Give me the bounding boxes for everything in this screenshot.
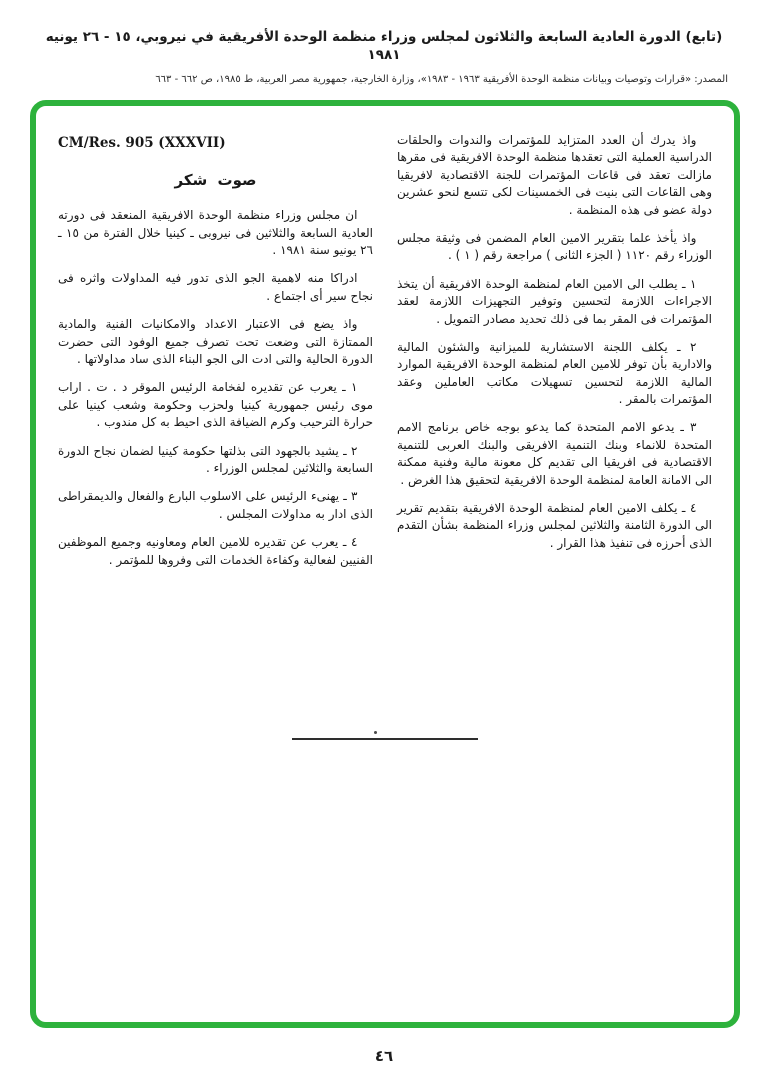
paragraph: ادراكا منه لاهمية الجو الذى تدور فيه المداولات واثره فى نجاح سير أى اجتماع . (58, 271, 373, 303)
paragraph: ٢ ـ يشيد بالجهود التى بذلتها حكومة كينيا لضمان نجاح الدورة السابعة والثلاثين لمجلس الوزراء . (58, 443, 373, 475)
paragraph: ١ ـ يطلب الى الامين العام لمنظمة الوحدة الافريقية أن يتخذ الاجراءات اللازمة لتحسين وتوفير التجهيزات اللازمة لعقد المؤتمرات فى المقر بما فى ذلك تحديد مصادر التمويل . (397, 276, 712, 326)
paragraph: ٤ ـ يعرب عن تقديره للامين العام ومعاونيه وجميع الموظفين الفنيين لفعالية وكفاءة الخدمات التى وفروها للمؤتمر . (58, 535, 373, 567)
paragraph: ٢ ـ يكلف اللجنة الاستشارية للميزانية والشئون المالية والادارية بأن توفر للامين العام لمنظمة الوحدة الافريقية الموارد المالية اللازمة لتحسين تسهيلات مكاتب العاملين وعقد المؤتمرات بالمقر . (397, 339, 712, 407)
header-source: المصدر: «قرارات وتوصيات وبيانات منظمة الوحدة الأفريقية ١٩٦٣ - ١٩٨٣»، وزارة الخارجية، جمهورية مصر العربية، ط ١٩٨٥، ص ٦٦٢ - ٦٦٣ (155, 74, 728, 86)
document-frame-inner (36, 106, 734, 1022)
resolution-column (58, 132, 373, 580)
document-frame (30, 100, 740, 1028)
document-columns (58, 132, 712, 580)
continuation-column (397, 132, 712, 580)
page-header (40, 28, 728, 86)
resolution-title: صوت شكر (174, 170, 257, 189)
page-number: ٤٦ (374, 1047, 394, 1065)
paragraph: ٣ ـ يهنىء الرئيس على الاسلوب البارع والفعال والديمقراطى الذى ادار به مداولات المجلس . (58, 489, 373, 521)
paragraph: واذ يأخذ علما بتقرير الامين العام المضمن فى وثيقة مجلس الوزراء رقم ١١٢٠ ( الجزء الثانى ) مراجعة رقم ( ١ ) . (397, 230, 712, 263)
paragraph: واذ يضع فى الاعتبار الاعداد والامكانيات الفنية والمادية الممتازة التى وضعت تحت تصرف جميع الوفود التى حضرت الدورة الحالية والتى ادت الى الجو البناء الذى ساد مداولاتها . (58, 317, 373, 367)
resolution-ref: CM/Res. 905 (XXXVII) (58, 135, 226, 151)
paragraph: ٣ ـ يدعو الامم المتحدة كما يدعو بوجه خاص برنامج الامم المتحدة للانماء وبنك التنمية الافريقى والبنك العربى للتنمية الاقتصادية فى افريقيا الى تقديم كل معونة مالية وفنية ممكنة الى الامانة العامة لمنظمة الوحدة الافريقية لتحقيق هذا الغرض . (397, 420, 712, 487)
paragraph: ٤ ـ يكلف الامين العام لمنظمة الوحدة الافريقية بتقديم تقرير الى الدورة الثامنة والثلاثين لمجلس وزراء المنظمة بشأن التقدم الذى أحرزه فى تنفيذ هذا القرار . (397, 501, 712, 550)
paragraph: ١ ـ يعرب عن تقديره لفخامة الرئيس الموقر د . ت . اراب موى رئيس جمهورية كينيا ولحزب وحكومة وشعب كينيا على حرارة الترحيب وكرم الضيافة الذى احيط به كل مندوب . (58, 380, 373, 430)
section-divider (292, 738, 478, 740)
paragraph: ان مجلس وزراء منظمة الوحدة الافريقية المنعقد فى دورته العادية السابعة والثلاثين فى نيروبى ـ كينيا خلال الفترة من ١٥ ـ ٢٦ يونيو سنة ١٩٨١ . (58, 208, 373, 258)
paragraph: واذ يدرك أن العدد المتزايد للمؤتمرات والندوات والحلقات الدراسية العملية التى تعقدها منظمة الوحدة الافريقية فى مقرها مازالت تعقد فى قاعات المؤتمرات للجنة الاقتصادية لافريقيا وهى القاعات التى بنيت فى الخمسينات لكى تتسع لنحو عشرين دولة عضو فى هذه المنظمة . (397, 133, 712, 217)
header-title: (تابع) الدورة العادية السابعة والثلاثون لمجلس وزراء منظمة الوحدة الأفريقية في نيروبي، ١٥ - ٢٦ يونيه ١٩٨١ (45, 29, 723, 64)
